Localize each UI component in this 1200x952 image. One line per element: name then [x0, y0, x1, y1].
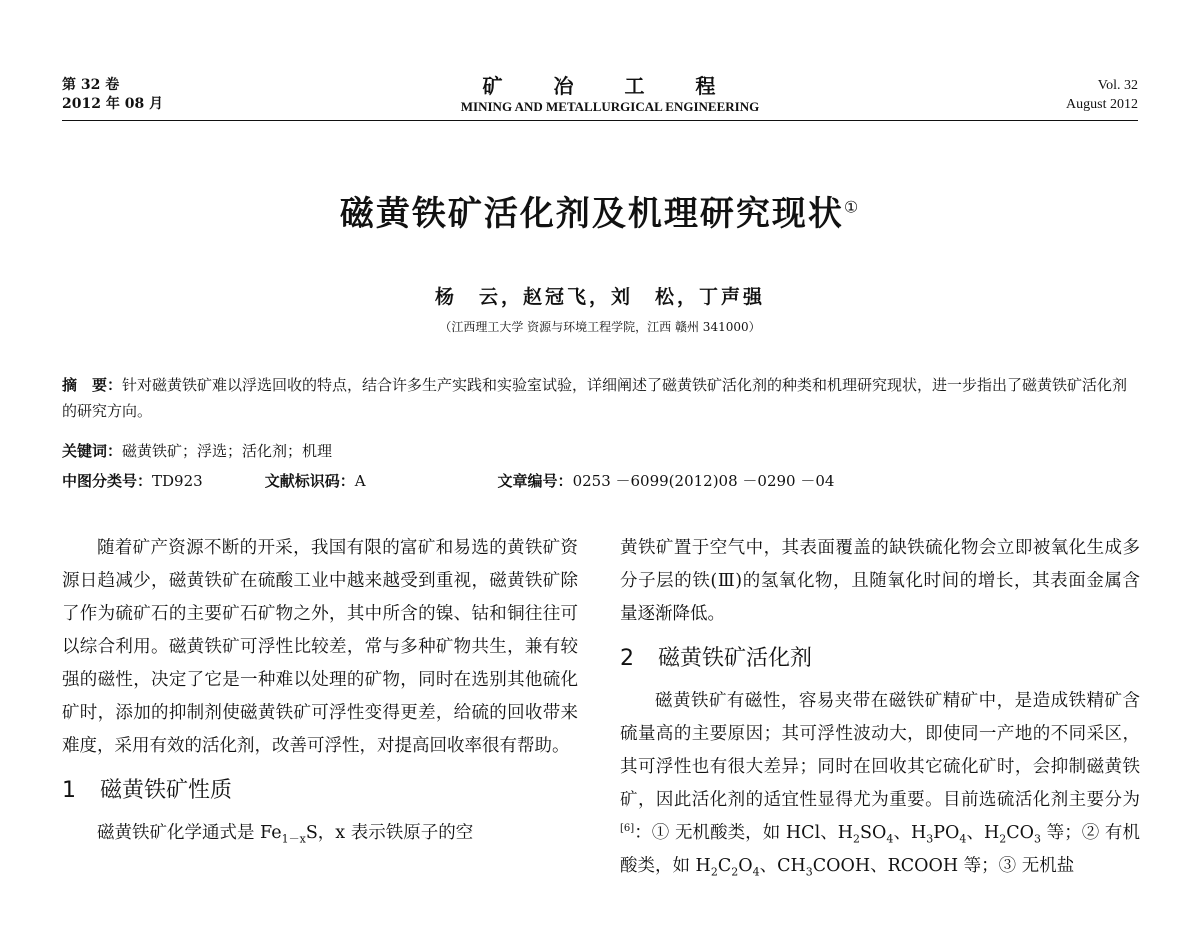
classification-line — [62, 470, 1140, 491]
affiliation: （江西理工大学 资源与环境工程学院，江西 赣州 341000） — [439, 320, 761, 334]
article-no-label: 文章编号： — [497, 472, 573, 490]
doc-code-value: A — [354, 472, 366, 490]
header-vol-en — [1066, 76, 1138, 114]
section-2-paragraph: 磁黄铁矿有磁性，容易夹带在磁铁矿精矿中，是造成铁精矿含硫量高的主要原因；其可浮性波动大，即使同一产地的不同采区，其可浮性也有很大差异；同时在回收其它硫化矿时，会抑制磁黄铁矿，因此活化剂的适宜性显得尤为重要。目前选硫活化剂主要分为[6]：① 无机酸类，如 HCl、$H_2SO_4$、$H_3PO_4$、$H_2CO_3$ 等；② 有机酸类，如 $H_2C_2O_4$、$CH_3COOH$、RCOOH 等；③ 无机盐 — [620, 691, 1140, 879]
keywords-text: 磁黄铁矿；浮选；活化剂；机理 — [122, 442, 333, 460]
abstract-label: 摘 要： — [62, 376, 123, 394]
journal-name — [380, 74, 840, 116]
keywords — [62, 440, 332, 461]
volume-label: 第 32 卷 — [62, 77, 120, 93]
journal-title-en: MINING AND METALLURGICAL ENGINEERING — [460, 99, 760, 114]
article-no-value: 0253 －6099(2012)08 －0290 －04 — [572, 472, 835, 490]
authors: 杨 云，赵冠飞，刘 松，丁声强 — [434, 286, 765, 308]
header-rule — [62, 120, 1138, 121]
section-2-number: 2 — [620, 646, 634, 671]
abstract-text: 针对磁黄铁矿难以浮选回收的特点，结合许多生产实践和实验室试验，详细阐述了磁黄铁矿活化剂的种类和机理研究现状，进一步指出了磁黄铁矿活化剂的研究方向。 — [62, 376, 1128, 420]
keywords-label: 关键词： — [62, 442, 123, 460]
section-1-title: 磁黄铁矿性质 — [100, 778, 233, 803]
paper-title-text: 磁黄铁矿活化剂及机理研究现状 — [339, 194, 844, 234]
doc-code-label: 文献标识码： — [264, 472, 355, 490]
issue-date: 2012 年 08 月 — [62, 96, 164, 112]
clc-label: 中图分类号： — [62, 472, 153, 490]
section-1-heading — [62, 775, 578, 807]
right-column — [620, 532, 1140, 883]
intro-paragraph: 随着矿产资源不断的开采，我国有限的富矿和易选的黄铁矿资源日趋减少，磁黄铁矿在硫酸工业中越来越受到重视，磁黄铁矿除了作为硫矿石的主要矿石矿物之外，其中所含的镍、钴和铜往往可以综合利用。磁黄铁矿可浮性比较差，常与多种矿物共生，兼有较强的磁性，决定了它是一种难以处理的矿物，同时在选别其他硫化矿时，添加的抑制剂使磁黄铁矿可浮性变得更差，给硫的回收带来难度，采用有效的活化剂，改善可浮性，对提高回收率很有帮助。 — [62, 538, 578, 756]
left-column — [62, 532, 578, 850]
clc-value: TD923 — [152, 472, 203, 490]
journal-title-cn: 矿 冶 工 程 — [482, 74, 738, 98]
volume-en: Vol. 32 — [1097, 78, 1138, 93]
abstract — [62, 372, 1140, 424]
continued-paragraph: 黄铁矿置于空气中，其表面覆盖的缺铁硫化物会立即被氧化生成多分子层的铁(Ⅲ)的氢氧化物，且随氧化时间的增长，其表面金属含量逐渐降低。 — [620, 538, 1140, 624]
citation-ref-6: [6] — [620, 823, 635, 835]
date-en: August 2012 — [1066, 97, 1138, 112]
title-footnote-mark: ① — [843, 197, 861, 217]
paper-title — [0, 186, 1200, 235]
section-2-heading — [620, 643, 1140, 675]
section-2-title: 磁黄铁矿活化剂 — [658, 646, 813, 671]
section-1-paragraph: 磁黄铁矿化学通式是 $Fe_{1-x}S$，x 表示铁原子的空 — [97, 823, 474, 846]
section-1-number: 1 — [62, 778, 76, 803]
header-volume-date — [62, 76, 163, 114]
